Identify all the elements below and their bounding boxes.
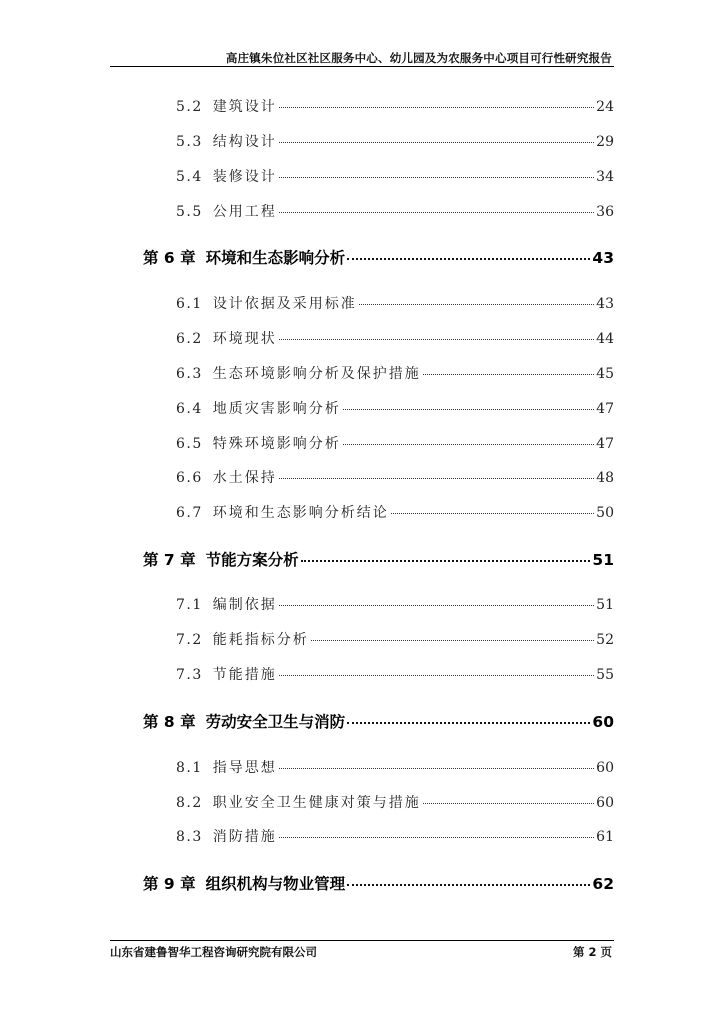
toc-number: 5.2 [176, 99, 203, 115]
toc-title: 环境和生态影响分析结论 [212, 505, 389, 521]
toc-title: 建筑设计 [212, 99, 277, 115]
toc-page-number: 44 [596, 331, 614, 347]
toc-title: 消防措施 [212, 829, 277, 845]
toc-title: 结构设计 [212, 134, 277, 150]
toc-page-number: 34 [596, 169, 614, 185]
dot-leader [423, 802, 594, 804]
dot-leader [301, 559, 591, 562]
toc-page-number: 43 [592, 249, 614, 267]
toc-page-number: 45 [596, 366, 614, 382]
toc-page-number: 43 [596, 296, 614, 312]
toc-number: 6.3 [176, 366, 203, 382]
toc-page-number: 62 [592, 875, 614, 893]
dot-leader [391, 512, 594, 514]
toc-page-number: 52 [596, 632, 614, 648]
dot-leader [347, 257, 590, 260]
toc-entry[interactable] [176, 96, 614, 116]
toc-chapter-entry[interactable] [143, 710, 614, 732]
toc-entry[interactable] [176, 328, 614, 348]
toc-entry[interactable] [176, 826, 614, 846]
dot-leader [279, 141, 594, 143]
toc-chapter-title: 组织机构与物业管理 [205, 875, 346, 893]
toc-entry[interactable] [176, 594, 614, 614]
toc-entry[interactable] [176, 363, 614, 383]
toc-entry[interactable] [176, 792, 614, 812]
toc-number: 5.5 [176, 204, 203, 220]
toc-entry[interactable] [176, 433, 614, 453]
toc-chapter-entry[interactable] [143, 548, 614, 570]
toc-page-number: 48 [596, 470, 614, 486]
toc-entry[interactable] [176, 502, 614, 522]
toc-number: 7.1 [176, 597, 203, 613]
toc-entry[interactable] [176, 467, 614, 487]
toc-title: 水土保持 [212, 470, 277, 486]
toc-page-number: 51 [596, 597, 614, 613]
toc-chapter-entry[interactable] [143, 872, 614, 894]
dot-leader [279, 106, 594, 108]
toc-title: 编制依据 [212, 597, 277, 613]
toc-title: 装修设计 [212, 169, 277, 185]
toc-page-number: 55 [596, 667, 614, 683]
header-rule [110, 66, 614, 67]
toc-page-number: 60 [592, 713, 614, 731]
toc-number: 7.2 [176, 632, 203, 648]
dot-leader [279, 176, 594, 178]
toc-page-number: 50 [596, 505, 614, 521]
toc-title: 生态环境影响分析及保护措施 [212, 366, 421, 382]
toc-entry[interactable] [176, 629, 614, 649]
dot-leader [359, 303, 594, 305]
toc-page-number: 24 [596, 99, 614, 115]
toc-number: 6.5 [176, 436, 203, 452]
toc-page-number: 47 [596, 436, 614, 452]
toc-entry[interactable] [176, 201, 614, 221]
toc-chapter-number: 第 6 章 [143, 249, 196, 267]
toc-page-number: 36 [596, 204, 614, 220]
toc-number: 8.1 [176, 760, 203, 776]
toc-page-number: 61 [596, 829, 614, 845]
footer-rule [110, 940, 614, 941]
footer-company: 山东省建鲁智华工程咨询研究院有限公司 [110, 945, 317, 959]
dot-leader [279, 604, 594, 606]
dot-leader [347, 883, 590, 886]
dot-leader [347, 721, 590, 724]
dot-leader [279, 477, 594, 479]
toc-title: 节能措施 [212, 667, 277, 683]
toc-chapter-entry[interactable] [143, 246, 614, 268]
dot-leader [311, 639, 594, 641]
toc-page-number: 51 [592, 551, 614, 569]
toc-number: 6.4 [176, 401, 203, 417]
toc-chapter-title: 劳动安全卫生与消防 [205, 713, 346, 731]
dot-leader [343, 408, 594, 410]
toc-number: 7.3 [176, 667, 203, 683]
toc-page-number: 60 [596, 760, 614, 776]
toc-page-number: 60 [596, 795, 614, 811]
dot-leader [343, 443, 594, 445]
toc-number: 6.1 [176, 296, 203, 312]
toc-page-number: 47 [596, 401, 614, 417]
toc-chapter-title: 环境和生态影响分析 [205, 249, 346, 267]
dot-leader [279, 674, 594, 676]
toc-number: 8.2 [176, 795, 203, 811]
toc-chapter-number: 第 9 章 [143, 875, 196, 893]
dot-leader [279, 211, 594, 213]
toc-entry[interactable] [176, 293, 614, 313]
toc-entry[interactable] [176, 131, 614, 151]
toc-number: 6.7 [176, 505, 203, 521]
toc-title: 职业安全卫生健康对策与措施 [212, 795, 421, 811]
toc-number: 5.3 [176, 134, 203, 150]
toc-entry[interactable] [176, 664, 614, 684]
toc-title: 公用工程 [212, 204, 277, 220]
toc-number: 6.6 [176, 470, 203, 486]
running-header: 高庄镇朱位社区社区服务中心、幼儿园及为农服务中心项目可行性研究报告 [225, 51, 612, 65]
dot-leader [279, 338, 594, 340]
footer-page-number: 第 2 页 [572, 945, 612, 959]
toc-page-number: 29 [596, 134, 614, 150]
toc-chapter-title: 节能方案分析 [205, 551, 299, 569]
toc-title: 地质灾害影响分析 [212, 401, 341, 417]
toc-number: 8.3 [176, 829, 203, 845]
dot-leader [423, 373, 594, 375]
toc-entry[interactable] [176, 757, 614, 777]
toc-title: 特殊环境影响分析 [212, 436, 341, 452]
toc-title: 能耗指标分析 [212, 632, 309, 648]
dot-leader [279, 836, 594, 838]
toc-entry[interactable] [176, 398, 614, 418]
toc-entry[interactable] [176, 166, 614, 186]
toc-number: 5.4 [176, 169, 203, 185]
toc-title: 环境现状 [212, 331, 277, 347]
toc-number: 6.2 [176, 331, 203, 347]
toc-title: 指导思想 [212, 760, 277, 776]
toc-chapter-number: 第 8 章 [143, 713, 196, 731]
toc-title: 设计依据及采用标准 [212, 296, 357, 312]
dot-leader [279, 767, 594, 769]
toc-chapter-number: 第 7 章 [143, 551, 196, 569]
